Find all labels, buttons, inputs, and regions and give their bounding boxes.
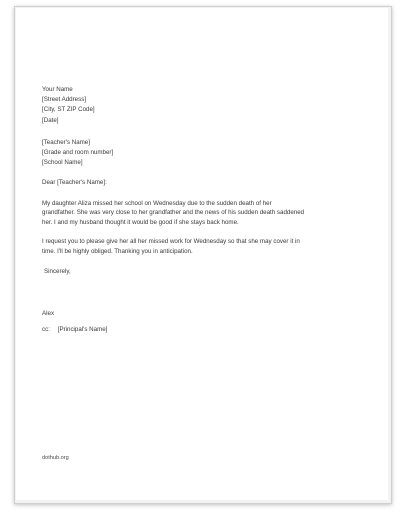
sender-city-state-zip: [City, ST ZIP Code] — [42, 106, 95, 114]
signature-name: Alex — [42, 309, 55, 317]
closing: Sincerely, — [44, 267, 71, 275]
paragraph-2-line: I request you to please give her all her missed work for Wednesday so that she may cover it in — [42, 238, 300, 246]
paragraph-1-line: grandfather. She was very close to her grandfather and the news of his sudden death saddened — [42, 209, 305, 217]
paragraph-1 — [42, 199, 342, 228]
paragraph-2-line: time. I'll be highly obliged. Thanking you in anticipation. — [42, 248, 193, 255]
paragraph-1-line: My daughter Aliza missed her school on Wednesday due to the sudden death of her — [42, 199, 272, 207]
sender-date: [Date] — [42, 116, 59, 124]
salutation: Dear [Teacher's Name]: — [42, 179, 107, 187]
paragraph-2 — [42, 237, 342, 256]
letter-body — [42, 85, 342, 335]
sender-street: [Street Address] — [42, 96, 87, 104]
cc-value: [Principal's Name] — [57, 326, 108, 333]
recipient-name: [Teacher's Name] — [42, 138, 90, 146]
footer-source: dothub.org — [42, 455, 69, 461]
recipient-block — [42, 138, 342, 169]
recipient-school: [School Name] — [42, 159, 83, 167]
cc-line — [42, 325, 342, 335]
paragraph-1-line: her. I and my husband thought it would be good if she stays back home. — [42, 218, 239, 226]
recipient-grade-room: [Grade and room number] — [42, 149, 114, 157]
cc-label: cc: — [42, 326, 50, 333]
sender-name: Your Name — [42, 86, 73, 93]
sender-block — [42, 85, 342, 126]
